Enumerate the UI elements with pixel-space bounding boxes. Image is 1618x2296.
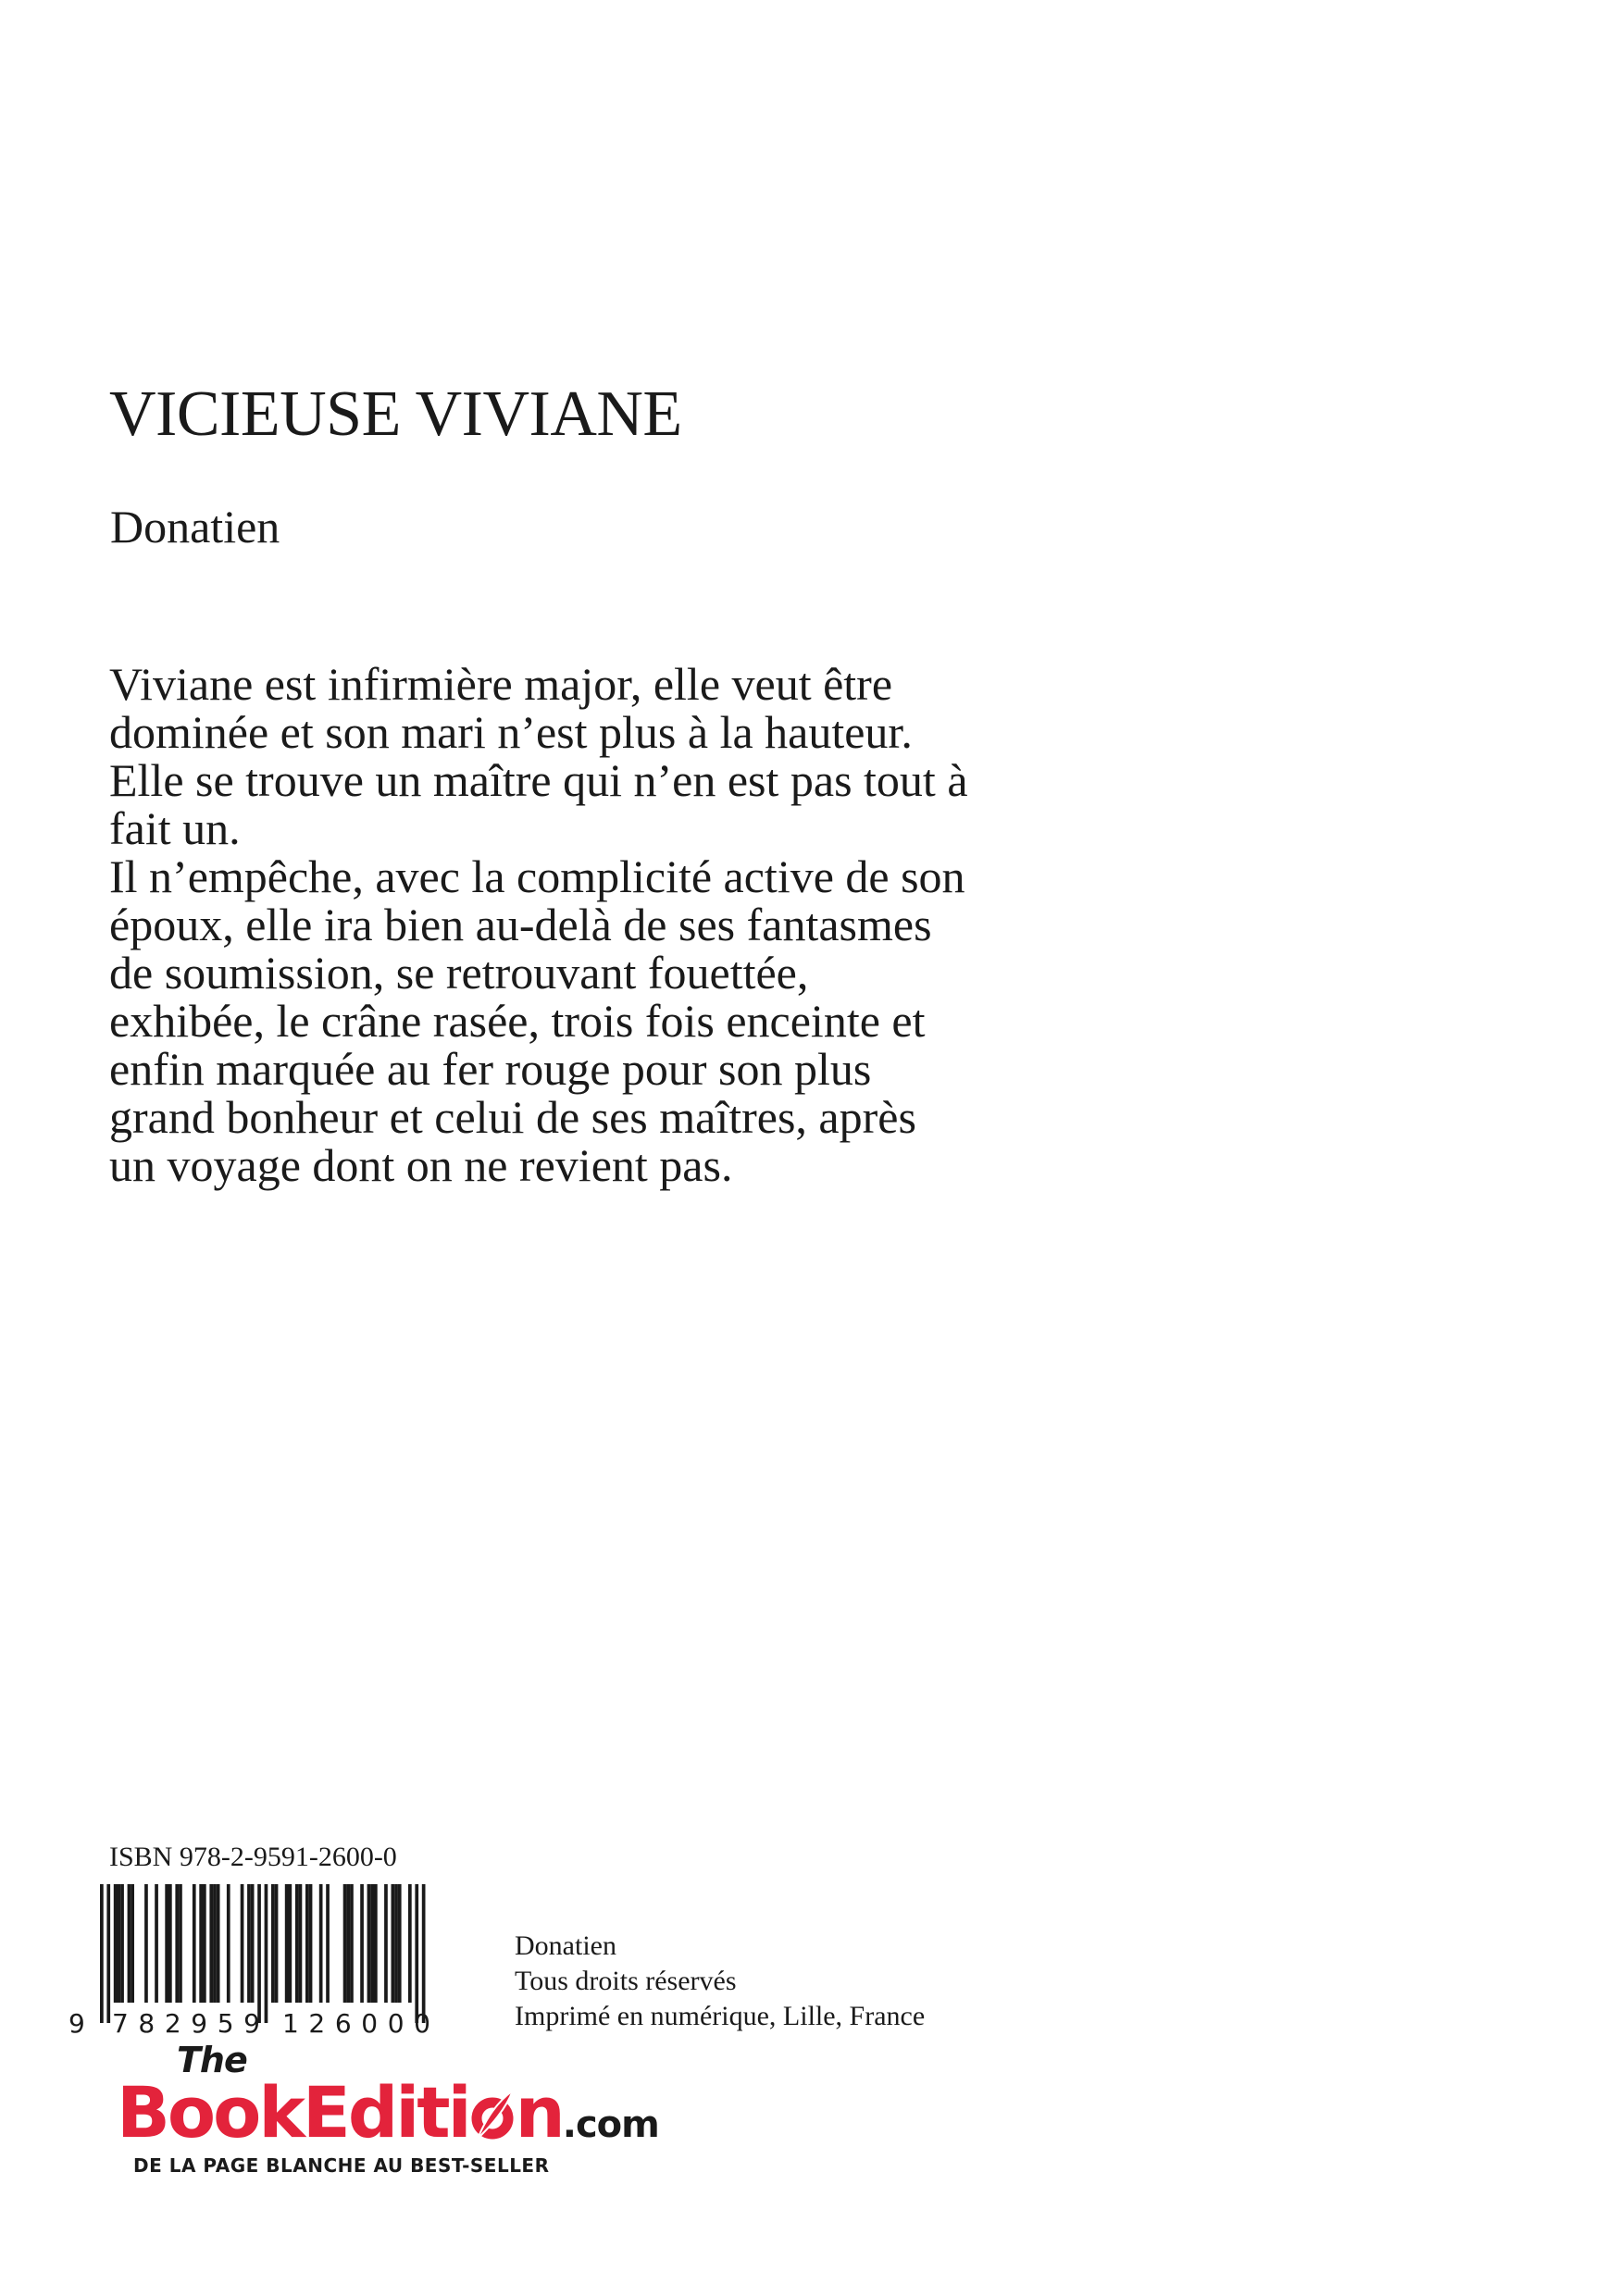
barcode-bar xyxy=(128,1884,131,2003)
barcode-bar xyxy=(346,1884,350,2003)
barcode-bar xyxy=(360,1884,364,2003)
blurb-line: de soumission, se retrouvant fouettée, xyxy=(109,947,809,999)
barcode-bar xyxy=(168,1884,172,2003)
blurb-line: exhibée, le crâne rasée, trois fois enceinte et xyxy=(109,995,926,1047)
legal-notice xyxy=(515,1929,925,2034)
blurb-line: un voyage dont on ne revient pas. xyxy=(109,1139,733,1191)
logo-brand-main: BookEditi xyxy=(117,2071,469,2153)
blurb-line: Elle se trouve un maître qui n’en est pas tout à xyxy=(109,754,968,806)
barcode-bar xyxy=(384,1884,388,2003)
barcode-bar xyxy=(175,1884,179,2003)
blurb-line: Il n’empêche, avec la complicité active de son xyxy=(109,850,965,902)
blurb-line: Viviane est infirmière major, elle veut être xyxy=(109,658,893,710)
barcode-bar xyxy=(309,1884,313,2003)
barcode-bar xyxy=(203,1884,206,2003)
barcode-bar xyxy=(367,1884,371,2003)
barcode-bar xyxy=(289,1884,292,2003)
barcode-bar xyxy=(209,1884,213,2003)
barcode-bar xyxy=(193,1884,196,2003)
barcode-bar xyxy=(131,1884,134,2003)
barcode-bar xyxy=(295,1884,299,2003)
barcode-digits-left: 782959 xyxy=(112,2008,260,2039)
barcode-bar xyxy=(114,1884,118,2003)
publisher-logo xyxy=(117,2036,672,2184)
barcode-bar xyxy=(374,1884,378,2003)
logo-brand-text xyxy=(117,2071,659,2153)
barcode-bar xyxy=(350,1884,354,2003)
blurb-line: enfin marquée au fer rouge pour son plus xyxy=(109,1043,872,1095)
barcode-bar xyxy=(319,1884,323,2003)
logo-tagline: DE LA PAGE BLANCHE AU BEST-SELLER xyxy=(133,2154,550,2177)
barcode-guard-bar xyxy=(257,1884,261,2023)
barcode-bar xyxy=(241,1884,244,2003)
barcode-bar xyxy=(199,1884,203,2003)
barcode-bar xyxy=(251,1884,255,2003)
isbn-barcode xyxy=(63,1884,461,2051)
blurb-line: dominée et son mari n’est plus à la hauteur. xyxy=(109,706,913,758)
barcode-bars xyxy=(100,1884,426,2023)
barcode-bar xyxy=(118,1884,121,2003)
barcode-bar xyxy=(247,1884,251,2003)
legal-line: Tous droits réservés xyxy=(515,1966,737,1996)
logo-brand-tail: n xyxy=(515,2071,563,2153)
barcode-bar xyxy=(227,1884,230,2003)
logo-the-text: The xyxy=(177,2040,247,2080)
barcode-bar xyxy=(285,1884,289,2003)
blurb-line: grand bonheur et celui de ses maîtres, après xyxy=(109,1091,916,1143)
barcode-bar xyxy=(392,1884,395,2003)
barcode-bar xyxy=(179,1884,182,2003)
barcode-bar xyxy=(370,1884,374,2003)
barcode-bar xyxy=(165,1884,168,2003)
barcode-bar xyxy=(305,1884,309,2003)
barcode-bar xyxy=(120,1884,124,2003)
barcode-digits-right: 126000 xyxy=(282,2008,430,2039)
barcode-bar xyxy=(398,1884,402,2003)
book-title: VICIEUSE VIVIANE xyxy=(109,379,682,450)
legal-line: Imprimé en numérique, Lille, France xyxy=(515,2001,926,2031)
blurb-line: fait un. xyxy=(109,802,241,854)
barcode-bar xyxy=(213,1884,217,2003)
barcode-bar xyxy=(343,1884,347,2003)
back-cover-blurb xyxy=(109,660,1257,1189)
quill-o-icon xyxy=(470,2089,515,2141)
legal-line: Donatien xyxy=(515,1930,616,1961)
barcode-bar xyxy=(271,1884,275,2003)
barcode-guard-bar xyxy=(100,1884,104,2023)
barcode-bar xyxy=(326,1884,330,2003)
barcode-guard-bar xyxy=(265,1884,268,2023)
book-author: Donatien xyxy=(110,501,280,552)
logo-domain-text: .com xyxy=(562,2104,659,2146)
barcode-bar xyxy=(155,1884,158,2003)
barcode-guard-bar xyxy=(106,1884,110,2023)
barcode-bar xyxy=(217,1884,220,2003)
barcode-bar xyxy=(394,1884,398,2003)
blurb-line: époux, elle ira bien au-delà de ses fantasmes xyxy=(109,899,932,950)
barcode-guard-bar xyxy=(422,1884,426,2023)
barcode-bar xyxy=(144,1884,148,2003)
barcode-bar xyxy=(299,1884,303,2003)
isbn-label: ISBN 978-2-9591-2600-0 xyxy=(109,1842,397,1872)
barcode-guard-bar xyxy=(415,1884,418,2023)
barcode-bar xyxy=(275,1884,279,2003)
barcode-digit-first: 9 xyxy=(68,2008,85,2039)
barcode-bar xyxy=(408,1884,412,2003)
